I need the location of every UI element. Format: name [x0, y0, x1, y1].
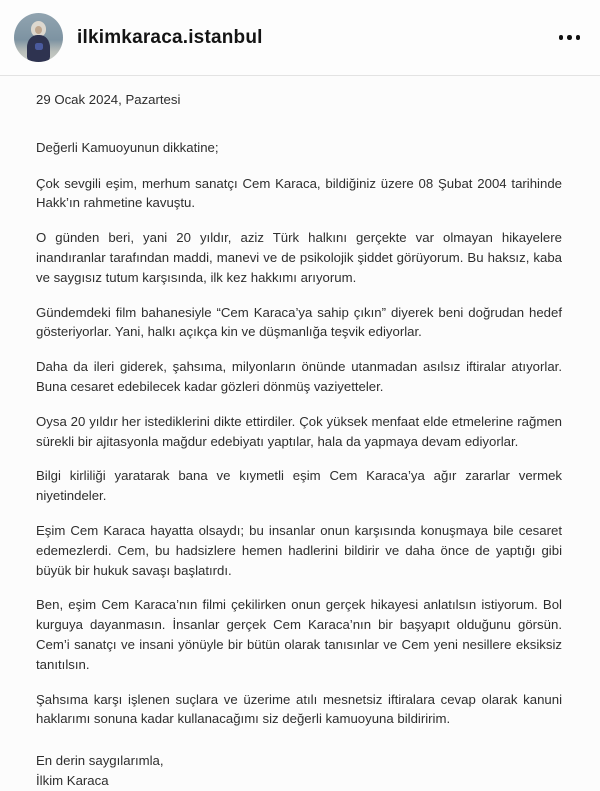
letter-paragraph: Oysa 20 yıldır her istediklerini dikte ettirdiler. Çok yüksek menfaat elde etmelerine rağmen sürekli bir ajitasyonla mağdur edebiyatı yaptılar, hala da yapmaya devam ediyorlar. — [36, 413, 562, 449]
post-header — [0, 0, 600, 76]
more-options-icon — [567, 35, 572, 40]
letter-image — [0, 76, 600, 791]
letter-paragraph: O günden beri, yani 20 yıldır, aziz Türk halkını gerçekte var olmayan hikayelere inandıranlar tarafından maddi, manevi ve de psikolojik şiddet görüyorum. Bu haksız, kaba ve saygısız tutum karşısında, ilk kez hakkımı arıyorum. — [36, 230, 562, 285]
avatar[interactable] — [14, 13, 63, 62]
username[interactable]: ilkimkaraca.istanbul — [77, 26, 263, 48]
letter-paragraph: Bilgi kirliliği yaratarak bana ve kıymetli eşim Cem Karaca’ya ağır zararlar vermek niyetindeler. — [36, 468, 562, 504]
letter-paragraph: Çok sevgili eşim, merhum sanatçı Cem Karaca, bildiğiniz üzere 08 Şubat 2004 tarihinde Hakk’ın rahmetine kavuştu. — [36, 175, 562, 211]
more-options-icon — [576, 35, 581, 40]
more-options-icon — [559, 35, 564, 40]
letter-paragraph: Ben, eşim Cem Karaca’nın filmi çekilirken onun gerçek hikayesi anlatılsın istiyorum. Bol kurguya dayanmasın. İnsanlar gerçek Cem Karaca’nın bir başyapıt olduğunu görsün. Cem’i sanatçı ve insani yönüyle bir bütün olarak tanısınlar ve Cem yeni nesillere eksiksiz tanıtılsın. — [36, 597, 562, 672]
letter-closing: En derin saygılarımla, — [36, 753, 164, 769]
letter-paragraph: Daha da ileri giderek, şahsıma, milyonların önünde utanmadan asılsız iftiralar atıyorlar. Buna cesaret edebilecek kadar gözleri dönmüş vaziyetteler. — [36, 359, 562, 394]
letter-paragraph: Eşim Cem Karaca hayatta olsaydı; bu insanlar onun karşısında konuşmaya bile cesaret edemezlerdi. Cem, bu hadsizlere hemen hadlerini bildirir ve daha önce de yaptığı gibi büyük bir hukuk savaşı başlatırdı. — [36, 522, 562, 578]
avatar-person-face — [35, 26, 42, 34]
letter-paragraph: Gündemdeki film bahanesiyle “Cem Karaca’ya sahip çıkın” diyerek beni doğrudan hedef gösteriyorlar. Yani, halkı açıkça kin ve düşmanlığa teşvik ediyorlar. — [36, 304, 562, 340]
letter-signature: İlkim Karaca — [36, 772, 109, 788]
letter-salutation: Değerli Kamuoyunun dikkatine; — [36, 139, 219, 155]
more-options-button[interactable] — [557, 27, 583, 48]
letter-paragraph: Şahsıma karşı işlenen suçlara ve üzerime atılı mesnetsiz iftiralara cevap olarak kanuni haklarımı sonuna kadar kullanacağımı siz değerli kamuoyuna bildiririm. — [36, 691, 562, 727]
avatar-person-patch — [35, 43, 43, 50]
letter-date: 29 Ocak 2024, Pazartesi — [36, 92, 181, 107]
